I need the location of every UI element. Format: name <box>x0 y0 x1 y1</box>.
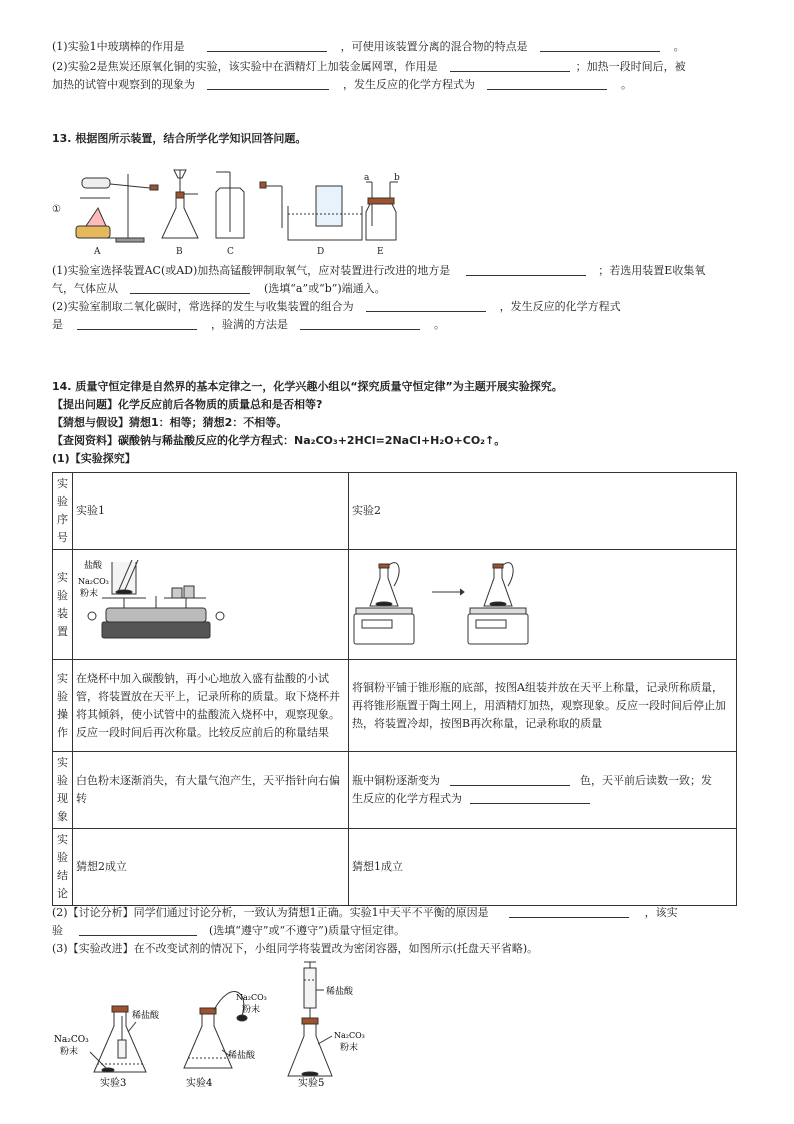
answer-blank[interactable] <box>300 318 420 330</box>
answer-blank[interactable] <box>509 906 629 918</box>
q13-apparatus-figure <box>50 168 430 258</box>
q14-info: 【查阅资料】碳酸钠与稀盐酸反应的化学方程式：Na₂CO₃+2HCl=2NaCl+H₂O+CO₂↑。 <box>52 434 506 447</box>
exp2-conclusion: 猜想1成立 <box>349 829 737 906</box>
answer-blank[interactable] <box>79 924 197 936</box>
answer-blank[interactable] <box>130 282 250 294</box>
q12-text: (1)实验1中玻璃棒的作用是 <box>52 40 185 53</box>
port-a-label: a <box>364 173 370 183</box>
closed-container-figure <box>50 960 390 1090</box>
svg-text:粉末: 粉末 <box>60 1047 79 1057</box>
q12-text: ，可使用该装置分离的混合物的特点是 <box>340 40 528 53</box>
apparatus-c <box>216 172 244 238</box>
label-d: D <box>317 247 325 257</box>
exp2-name: 实验2 <box>349 473 737 550</box>
svg-text:Na₂CO₃: Na₂CO₃ <box>334 1031 365 1040</box>
row-header-phenomenon: 实 验 现 象 <box>53 752 73 829</box>
exp1-phenomenon: 白色粉末逐渐消失，有大量气泡产生，天平指针向右偏转 <box>73 752 349 829</box>
label-e: E <box>377 247 384 257</box>
svg-text:稀盐酸: 稀盐酸 <box>326 987 354 997</box>
row-header-seq: 实 验 序 号 <box>53 473 73 550</box>
answer-blank[interactable] <box>207 78 329 90</box>
svg-text:盐酸: 盐酸 <box>84 560 103 571</box>
chemical-equation: Na₂CO₃+2HCl=2NaCl+H₂O+CO₂↑。 <box>294 434 506 447</box>
row-header-operation: 实 验 操 作 <box>53 660 73 752</box>
table-row <box>53 660 737 752</box>
apparatus-e <box>366 182 398 240</box>
q14-part2-line1: (2)【讨论分析】同学们通过讨论分析，一致认为猜想1正确。实验1中天平不平衡的原因是 ，该实 <box>52 906 678 919</box>
q12-line-1: (1)实验1中玻璃棒的作用是 ，可使用该装置分离的混合物的特点是 。 <box>52 40 685 53</box>
svg-text:Na₂CO₃: Na₂CO₃ <box>78 576 109 586</box>
answer-blank[interactable] <box>450 774 570 786</box>
q14-title: 14. 质量守恒定律是自然界的基本定律之一，化学兴趣小组以“探究质量守恒定律”为主题开展实验探究。 <box>52 380 563 393</box>
exp2-device-cell <box>349 550 737 660</box>
q14-part2-line2: 验 (选填“遵守”或“不遵守”)质量守恒定律。 <box>52 924 406 937</box>
exp4-label: 实验4 <box>186 1078 213 1089</box>
q13-title: 13. 根据图所示装置，结合所学化学知识回答问题。 <box>52 132 307 145</box>
balance-figure <box>76 556 226 648</box>
svg-text:粉末: 粉末 <box>242 1005 261 1015</box>
label-b: B <box>176 247 183 257</box>
apparatus-d <box>260 182 362 240</box>
table-row <box>53 473 737 550</box>
q12-line-3: 加热的试管中观察到的现象为 ，发生反应的化学方程式为 。 <box>52 78 632 91</box>
exp1-operation: 在烧杯中加入碳酸钠，再小心地放入盛有盐酸的小试管，将装置放在天平上，记录所称的质量。取下烧杯并将其倾斜，使小试管中的盐酸流入烧杯中，观察现象。反应一段时间后再次称量。比较反应前后的称量结果 <box>73 660 349 752</box>
label-c: C <box>227 247 234 257</box>
exp2-phenomenon: 瓶中铜粉逐渐变为 色，天平前后读数一致；发 生反应的化学方程式为 <box>349 752 737 829</box>
q13-line-2: 气，气体应从 (选填“a”或“b”)端通入。 <box>52 282 386 295</box>
answer-blank[interactable] <box>207 40 327 52</box>
answer-blank[interactable] <box>487 78 607 90</box>
answer-blank[interactable] <box>77 318 197 330</box>
svg-text:粉末: 粉末 <box>80 588 99 599</box>
table-row <box>53 829 737 906</box>
port-b-label: b <box>394 173 400 183</box>
exp2-operation: 将铜粉平铺于锥形瓶的底部，按图A组装并放在天平上称量，记录所称质量，再将锥形瓶置于陶土网上，用酒精灯加热，观察现象。反应一段时间后停止加热，将装置冷却，按图B再次称量，记录称取的质量 <box>349 660 737 752</box>
answer-blank[interactable] <box>540 40 660 52</box>
q14-hypothesis: 【猜想与假设】猜想1：相等；猜想2：不相等。 <box>52 416 288 429</box>
table-row <box>53 752 737 829</box>
svg-text:Na₂CO₃: Na₂CO₃ <box>54 1035 89 1045</box>
q14-part3: (3)【实验改进】在不改变试剂的情况下，小组同学将装置改为密闭容器，如图所示(托盘天平省略)。 <box>52 942 539 955</box>
row-header-device: 实 验 装 置 <box>53 550 73 660</box>
svg-text:粉末: 粉末 <box>340 1043 359 1053</box>
apparatus-b <box>162 170 198 238</box>
q13-line-4: 是 ，验满的方法是 。 <box>52 318 445 331</box>
q13-line-3: (2)实验室制取二氧化碳时，常选择的发生与收集装置的组合为 ，发生反应的化学方程式 <box>52 300 621 313</box>
exp5-label: 实验5 <box>298 1078 325 1089</box>
exp1-name: 实验1 <box>73 473 349 550</box>
exp3-label: 实验3 <box>100 1078 127 1089</box>
row-header-conclusion: 实 验 结 论 <box>53 829 73 906</box>
exp1-device-cell <box>73 550 349 660</box>
q13-line-1: (1)实验室选择装置AC(或AD)加热高锰酸钾制取氧气，应对装置进行改进的地方是 ；若选用装置E收集氧 <box>52 264 706 277</box>
label-a: A <box>94 247 101 257</box>
q14-part1: (1)【实验探究】 <box>52 452 136 465</box>
q12-line-2: (2)实验2是焦炭还原氧化铜的实验，该实验中在酒精灯上加装金属网罩，作用是 ；加热一段时间后，被 <box>52 60 686 73</box>
scale-figure <box>352 556 572 648</box>
svg-text:稀盐酸: 稀盐酸 <box>228 1051 256 1061</box>
marker-label: ① <box>52 204 61 215</box>
apparatus-a <box>76 174 158 242</box>
answer-blank[interactable] <box>470 792 590 804</box>
answer-blank[interactable] <box>366 300 486 312</box>
exp5-flask <box>288 962 332 1076</box>
answer-blank[interactable] <box>450 60 570 72</box>
svg-text:Na₂CO₃: Na₂CO₃ <box>236 993 267 1002</box>
exp1-conclusion: 猜想2成立 <box>73 829 349 906</box>
answer-blank[interactable] <box>466 264 586 276</box>
svg-text:稀盐酸: 稀盐酸 <box>132 1011 160 1021</box>
q14-question: 【提出问题】化学反应前后各物质的质量总和是否相等? <box>52 398 323 411</box>
table-row <box>53 550 737 660</box>
experiment-table <box>52 472 737 906</box>
